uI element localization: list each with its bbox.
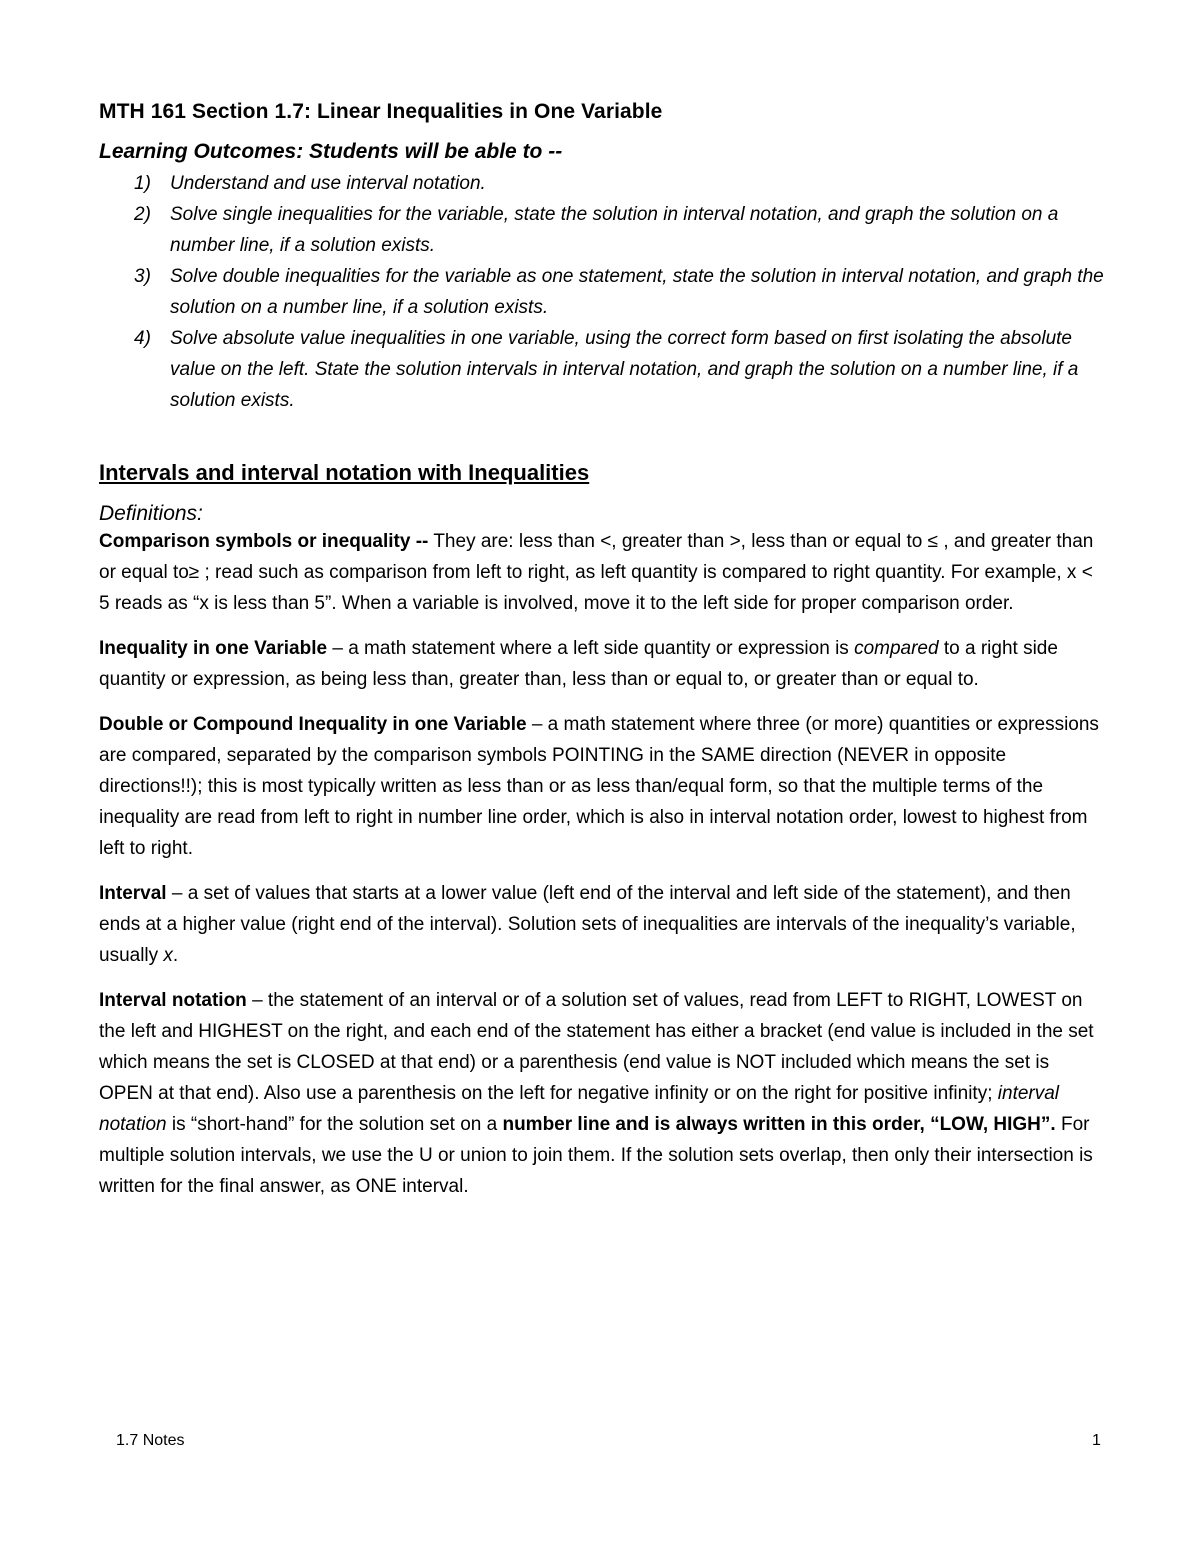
variable-name: x	[163, 945, 173, 966]
footer-label: 1.7 Notes	[116, 1432, 185, 1449]
definition-interval	[99, 878, 1104, 971]
learning-outcome-item	[99, 323, 1104, 416]
definition-text: – a math statement where three (or more) quantities or expressions are compared, separated by the comparison symbols POINTING in the SAME direction (NEVER in opposite directions!!); this is most typically written as less than or as less than/equal form, so that the multiple terms of the inequality are read from left to right in number line order, which is also in interval notation order, lowest to highest from left to right.	[99, 714, 1099, 859]
outcome-text: Solve double inequalities for the variable as one statement, state the solution in interval notation, and graph the solution on a number line, if a solution exists.	[170, 266, 1104, 318]
definition-text: – the statement of an interval or of a solution set of values, read from LEFT to RIGHT, LOWEST on the left and HIGHEST on the right, and each end of the statement has either a bracket (end value is included in the set which means the set is CLOSED at that end) or a parenthesis (end value is NOT included which means the set is OPEN at that end). Also use a parenthesis on the left for negative infinity or on the right for positive infinity;	[99, 990, 1094, 1104]
definition-text: – a math statement where a left side quantity or expression is	[327, 638, 855, 659]
learning-outcome-item	[99, 168, 1104, 199]
outcome-text: Understand and use interval notation.	[170, 173, 486, 194]
section-heading: Intervals and interval notation with Inequalities	[99, 460, 590, 485]
emphasized-phrase: interval notation	[99, 1083, 1060, 1135]
learning-outcome-item	[99, 199, 1104, 261]
definition-term: Double or Compound Inequality in one Variable	[99, 714, 527, 735]
outcome-number: 4)	[134, 328, 151, 349]
bold-phrase: number line and is always written in this order, “LOW, HIGH”.	[502, 1114, 1056, 1135]
learning-outcomes-list	[99, 168, 1104, 416]
definition-text: to a right side quantity or expression, as being less than, greater than, less than or equal to, or greater than or equal to.	[99, 638, 1058, 690]
outcome-number: 1)	[134, 173, 151, 194]
definition-text: They are: less than <, greater than >, less than or equal to ≤ , and greater than or equal to≥ ; read such as comparison from left to right, as left quantity is compared to right quantity. For example, x < 5 reads as “x is less than 5”. When a variable is involved, move it to the left side for proper comparison order.	[99, 531, 1094, 614]
emphasized-word: compared	[854, 638, 939, 659]
outcome-number: 2)	[134, 204, 151, 225]
learning-outcomes-heading: Learning Outcomes: Students will be able to --	[99, 140, 563, 163]
definition-interval-notation	[99, 985, 1104, 1202]
definition-comparison-symbols	[99, 526, 1104, 619]
definition-text: .	[172, 945, 179, 966]
definitions-label: Definitions:	[99, 502, 203, 525]
definition-term: Inequality in one Variable	[99, 638, 328, 659]
definition-text: For multiple solution intervals, we use the U or union to join them. If the solution sets overlap, then only their intersection is written for the final answer, as ONE interval.	[99, 1114, 1093, 1197]
definition-term: Comparison symbols or inequality --	[99, 531, 429, 552]
definition-term: Interval notation	[99, 990, 247, 1011]
learning-outcome-item	[99, 261, 1104, 323]
page-number: 1	[1092, 1432, 1101, 1449]
definition-double-inequality	[99, 709, 1104, 864]
page-content	[99, 100, 1104, 1216]
outcome-number: 3)	[134, 266, 151, 287]
outcome-text: Solve absolute value inequalities in one variable, using the correct form based on first isolating the absolute value on the left. State the solution intervals in interval notation, and graph the solution on a number line, if a solution exists.	[170, 328, 1079, 411]
definition-text: is “short-hand” for the solution set on a	[166, 1114, 503, 1135]
outcome-text: Solve single inequalities for the variable, state the solution in interval notation, and graph the solution on a number line, if a solution exists.	[170, 204, 1059, 256]
definition-text: – a set of values that starts at a lower value (left end of the interval and left side of the statement), and then ends at a higher value (right end of the interval). Solution sets of inequalities are intervals of the inequality’s variable, usually	[99, 883, 1076, 966]
definition-inequality-one-variable	[99, 633, 1104, 695]
document-title: MTH 161 Section 1.7: Linear Inequalities in One Variable	[99, 100, 663, 123]
definition-term: Interval	[99, 883, 167, 904]
